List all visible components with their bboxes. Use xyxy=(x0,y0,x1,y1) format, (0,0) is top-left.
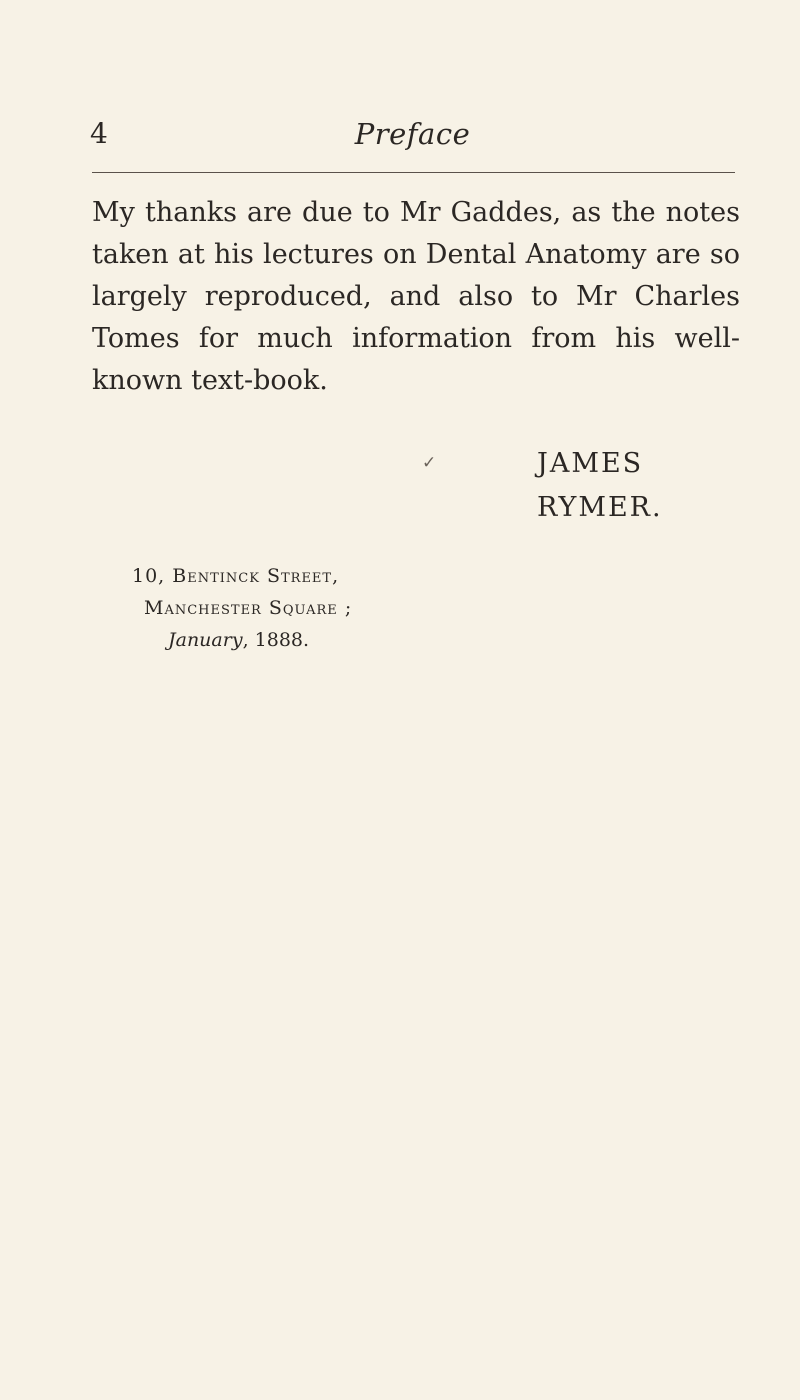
date-month: January xyxy=(168,629,243,651)
address-date xyxy=(132,624,352,656)
page-header xyxy=(90,112,735,162)
date-year: , 1888. xyxy=(242,629,310,651)
preface-paragraph: My thanks are due to Mr Gaddes, as the notes taken at his lectures on Dental Anatomy are so largely reproduced, and also to Mr Charles Tomes for much information from his well-known text-book. xyxy=(92,197,740,396)
address-line-square: Manchester Square ; xyxy=(144,597,353,619)
address-line-street: 10, Bentinck Street, xyxy=(132,565,340,587)
header-rule xyxy=(92,172,735,173)
pencil-check-mark: ✓ xyxy=(422,453,437,473)
running-title: Preface xyxy=(354,117,471,151)
signature-row xyxy=(92,442,740,523)
address-block xyxy=(132,560,352,656)
page-number: 4 xyxy=(90,117,108,150)
author-signature: JAMES RYMER. xyxy=(537,448,663,523)
